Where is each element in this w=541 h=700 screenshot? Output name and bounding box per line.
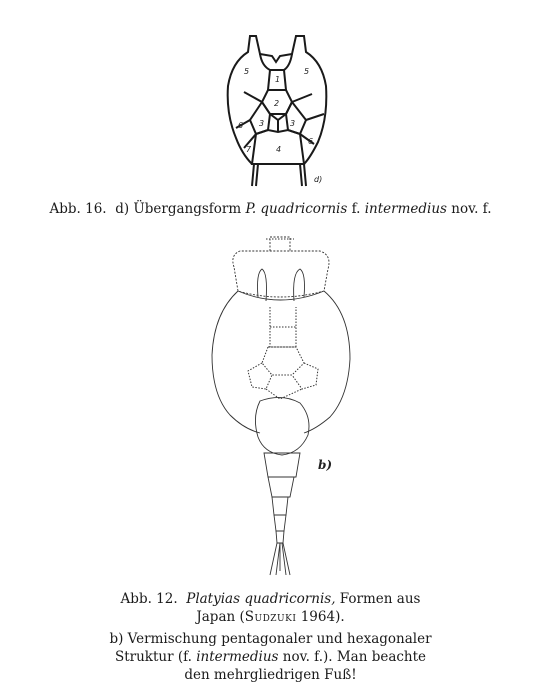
caption-12-line2-post: 1964). (296, 609, 345, 625)
caption-16-part3: nov. f. (446, 201, 492, 217)
plate-label: 6 (308, 137, 314, 146)
caption-b-line2-post: nov. f.). Man beachte (278, 649, 427, 665)
plate-label: 4 (276, 145, 282, 154)
plate-label: 2 (274, 99, 280, 108)
plate-label: 3 (259, 119, 265, 128)
figure-d-lorica-diagram (218, 30, 338, 190)
plate-label: 1 (275, 75, 281, 84)
caption-b-line2 (0, 648, 541, 666)
caption-12-species: Platyias quadricornis, (186, 591, 336, 607)
caption-16-part1: d) Übergangsform (115, 201, 246, 217)
plate-label: 3 (290, 119, 296, 128)
plate-label: 6 (238, 121, 244, 130)
plate-label: 5 (244, 67, 250, 76)
caption-12-author: Sudzuki (244, 609, 297, 625)
figure-b-rotifer-drawing (200, 225, 360, 585)
caption-abb-16 (0, 200, 541, 218)
caption-16-abb: Abb. 16. (49, 201, 107, 217)
caption-12-abb: Abb. 12. (120, 591, 178, 607)
posterior-segment (255, 397, 309, 455)
plate-3-right (286, 102, 306, 134)
plate-label: 5 (304, 67, 310, 76)
foot (264, 453, 300, 477)
plate-label: 7 (246, 145, 252, 154)
caption-12-line2 (0, 608, 541, 626)
caption-b-line1: b) Vermischung pentagonaler und hexagonaler (109, 631, 432, 647)
caption-12-line2-pre: Japan ( (196, 609, 245, 625)
caption-b (0, 630, 541, 684)
panel-label-d: d) (314, 175, 323, 184)
caption-b-form: intermedius (196, 649, 279, 665)
caption-16-form: intermedius (364, 201, 447, 217)
plate-3-left (250, 102, 270, 134)
caption-b-line3: den mehrgliedrigen Fuß! (184, 667, 357, 683)
caption-12-line1-rest: Formen aus (335, 591, 421, 607)
caption-16-part2: f. (347, 201, 365, 217)
caption-12-line1 (0, 590, 541, 608)
plate-structure (248, 307, 318, 399)
caption-16-species: P. quadricornis (245, 201, 348, 217)
panel-label-b: b) (318, 458, 333, 472)
caption-b-line2-pre: Struktur (f. (114, 649, 197, 665)
caption-abb-12 (0, 590, 541, 626)
lorica-body (212, 291, 260, 433)
corona (233, 251, 329, 297)
